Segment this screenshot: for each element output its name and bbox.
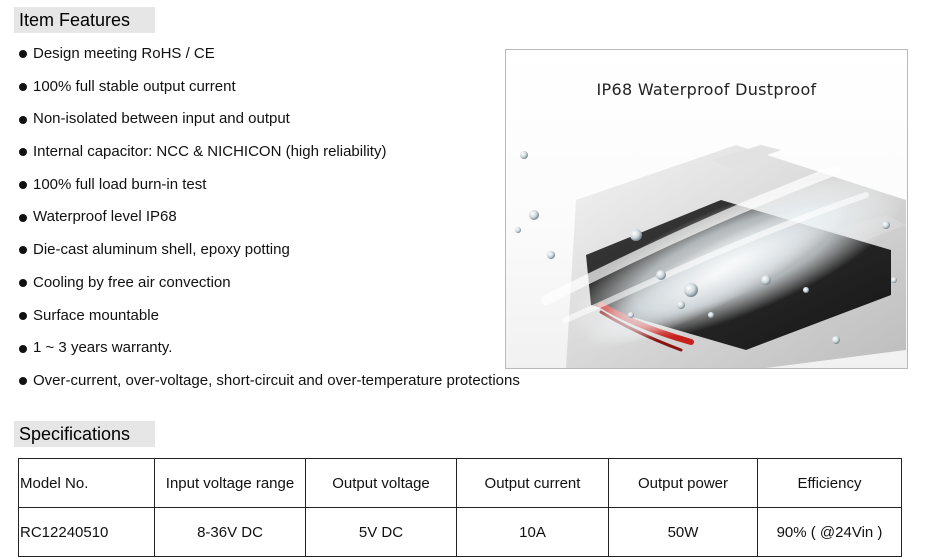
feature-item bbox=[18, 300, 520, 333]
header-cell-output-voltage: Output voltage bbox=[306, 459, 457, 508]
table-row bbox=[19, 508, 902, 557]
feature-text: Over-current, over-voltage, short-circuit and over-temperature protections bbox=[33, 371, 520, 389]
bullet-icon bbox=[19, 50, 27, 58]
feature-text: Design meeting RoHS / CE bbox=[33, 45, 215, 62]
cell-output-current: 10A bbox=[457, 508, 609, 557]
specifications-table bbox=[18, 458, 902, 557]
feature-item bbox=[18, 267, 520, 300]
cell-output-power: 50W bbox=[609, 508, 758, 557]
feature-text: Internal capacitor: NCC & NICHICON (high reliability) bbox=[33, 143, 387, 161]
feature-item bbox=[18, 38, 520, 71]
feature-text: Waterproof level IP68 bbox=[33, 208, 177, 226]
feature-text: 1 ~ 3 years warranty. bbox=[33, 339, 173, 357]
feature-item bbox=[18, 234, 520, 267]
header-cell-model: Model No. bbox=[19, 459, 155, 508]
feature-text: Surface mountable bbox=[33, 306, 159, 324]
cell-output-voltage: 5V DC bbox=[306, 508, 457, 557]
header-cell-efficiency: Efficiency bbox=[758, 459, 902, 508]
bullet-icon bbox=[19, 116, 27, 124]
cell-input-voltage: 8-36V DC bbox=[155, 508, 306, 557]
feature-item bbox=[18, 201, 520, 234]
feature-item bbox=[18, 332, 520, 365]
bullet-icon bbox=[19, 83, 27, 91]
image-caption: IP68 Waterproof Dustproof bbox=[596, 80, 817, 99]
feature-text: 100% full stable output current bbox=[33, 77, 236, 95]
cell-efficiency: 90% ( @24Vin ) bbox=[758, 508, 902, 557]
item-features-heading: Item Features bbox=[14, 7, 155, 33]
bullet-icon bbox=[19, 279, 27, 287]
bullet-icon bbox=[19, 214, 27, 222]
feature-item bbox=[18, 169, 520, 202]
feature-item bbox=[18, 136, 520, 169]
header-cell-input-voltage: Input voltage range bbox=[155, 459, 306, 508]
bullet-icon bbox=[19, 148, 27, 156]
feature-list bbox=[18, 38, 520, 398]
header-cell-output-power: Output power bbox=[609, 459, 758, 508]
feature-text: Cooling by free air convection bbox=[33, 273, 231, 291]
feature-item bbox=[18, 71, 520, 104]
table-header-row bbox=[19, 459, 902, 508]
feature-item bbox=[18, 103, 520, 136]
feature-text: Die-cast aluminum shell, epoxy potting bbox=[33, 241, 290, 259]
header-cell-output-current: Output current bbox=[457, 459, 609, 508]
cell-model: RC12240510 bbox=[19, 508, 155, 557]
bullet-icon bbox=[19, 246, 27, 254]
feature-text: Non-isolated between input and output bbox=[33, 110, 290, 128]
bullet-icon bbox=[19, 312, 27, 320]
bullet-icon bbox=[19, 377, 27, 385]
specifications-heading: Specifications bbox=[14, 421, 155, 447]
bullet-icon bbox=[19, 345, 27, 353]
feature-item bbox=[18, 365, 520, 398]
feature-text: 100% full load burn-in test bbox=[33, 175, 207, 193]
bullet-icon bbox=[19, 181, 27, 189]
product-image bbox=[505, 49, 908, 369]
